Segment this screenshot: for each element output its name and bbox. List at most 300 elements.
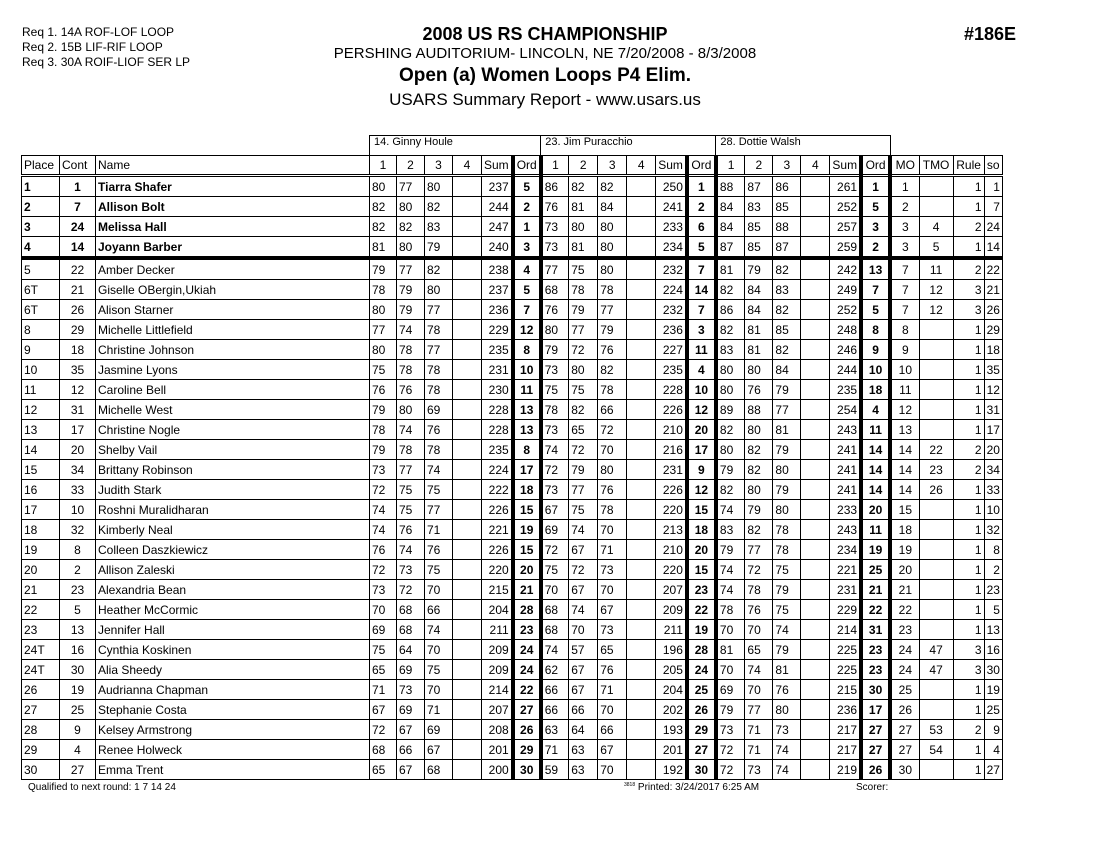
judge3-score4 [801,600,830,620]
judge3-score2: 82 [745,440,773,460]
judge2-sum: 209 [656,600,687,620]
mo-cell: 23 [890,620,919,640]
judge1-score1: 82 [370,197,397,217]
requirement-2: Req 2. 15B LIF-RIF LOOP [22,40,163,54]
so-cell: 25 [984,700,1002,720]
judge2-score2: 63 [569,740,598,760]
judge1-score3: 75 [425,660,453,680]
result-row [22,760,1003,780]
judges-row [22,136,1003,156]
tmo-cell [919,560,953,580]
judge2-score3: 66 [598,720,627,740]
col-j3-2: 2 [745,156,773,176]
so-cell: 35 [984,360,1002,380]
judge1-score1: 79 [370,258,397,280]
cont-cell: 20 [60,440,96,460]
judge3-score1: 72 [716,740,745,760]
judge3-sum: 231 [830,580,861,600]
judge3-sum: 214 [830,620,861,640]
tmo-cell: 47 [919,660,953,680]
judge3-score3: 87 [773,237,801,259]
judge3-score2: 74 [745,660,773,680]
judge3-score4 [801,380,830,400]
judge2-score3: 76 [598,340,627,360]
judge1-score4 [453,197,482,217]
so-cell: 20 [984,440,1002,460]
judge3-ordinal: 31 [861,620,890,640]
judge3-score3: 83 [773,280,801,300]
judge3-ordinal: 14 [861,440,890,460]
judge1-score4 [453,640,482,660]
tmo-cell [919,680,953,700]
judge2-score2: 66 [569,700,598,720]
judge2-score3: 67 [598,740,627,760]
judge2-score3: 76 [598,480,627,500]
tmo-cell [919,420,953,440]
result-row [22,300,1003,320]
result-row [22,360,1003,380]
judge1-score2: 67 [397,760,425,780]
judge1-score2: 77 [397,176,425,197]
judge3-score4 [801,440,830,460]
name-cell: Allison Zaleski [96,560,370,580]
judge3-score3: 81 [773,420,801,440]
judge3-score3: 82 [773,300,801,320]
rule-cell: 1 [953,620,984,640]
judge1-score4 [453,740,482,760]
judge2-score3: 84 [598,197,627,217]
judge1-score3: 77 [425,340,453,360]
judge2-score1: 68 [541,600,569,620]
so-cell: 23 [984,580,1002,600]
column-header-row [22,156,1003,176]
result-row [22,217,1003,237]
mo-cell: 30 [890,760,919,780]
judge3-sum: 215 [830,680,861,700]
judge1-sum: 235 [482,340,513,360]
judge1-score2: 68 [397,620,425,640]
judge2-score3: 82 [598,176,627,197]
judge3-ordinal: 9 [861,340,890,360]
name-cell: Audrianna Chapman [96,680,370,700]
cont-cell: 18 [60,340,96,360]
judge-3: 28. Dottie Walsh [716,136,890,156]
judge3-score3: 80 [773,460,801,480]
cont-cell: 14 [60,237,96,259]
tmo-cell: 54 [919,740,953,760]
cont-cell: 26 [60,300,96,320]
judge2-score3: 70 [598,760,627,780]
judge3-score2: 71 [745,720,773,740]
judge1-sum: 235 [482,440,513,460]
name-cell: Stephanie Costa [96,700,370,720]
judge2-score4 [627,540,656,560]
judge1-ordinal: 24 [513,660,541,680]
judge2-score2: 70 [569,620,598,640]
cont-cell: 5 [60,600,96,620]
judge3-score2: 82 [745,520,773,540]
judge1-score4 [453,380,482,400]
judge1-score2: 78 [397,360,425,380]
mo-cell: 27 [890,720,919,740]
result-row [22,480,1003,500]
judge-1: 14. Ginny Houle [370,136,541,156]
tmo-cell [919,360,953,380]
judge3-score2: 76 [745,380,773,400]
so-cell: 30 [984,660,1002,680]
judge3-sum: 249 [830,280,861,300]
judge1-score3: 79 [425,237,453,259]
venue-dates: PERSHING AUDITORIUM- LINCOLN, NE 7/20/2008 - 8/3/2008 [333,45,757,62]
judge3-score2: 79 [745,258,773,280]
col-rule: Rule [953,156,984,176]
name-cell: Jasmine Lyons [96,360,370,380]
col-j2-1: 1 [541,156,569,176]
mo-cell: 8 [890,320,919,340]
cont-cell: 35 [60,360,96,380]
judge3-ordinal: 22 [861,600,890,620]
mo-cell: 25 [890,680,919,700]
cont-cell: 4 [60,740,96,760]
rule-cell: 1 [953,197,984,217]
so-cell: 14 [984,237,1002,259]
judge2-sum: 241 [656,197,687,217]
judge3-sum: 221 [830,560,861,580]
judge2-sum: 234 [656,237,687,259]
judge2-sum: 233 [656,217,687,237]
judge2-score4 [627,760,656,780]
judge2-score4 [627,360,656,380]
judge2-score3: 80 [598,460,627,480]
cont-cell: 24 [60,217,96,237]
judge2-ordinal: 7 [687,258,716,280]
mo-cell: 7 [890,300,919,320]
judge3-score4 [801,197,830,217]
judge3-score3: 74 [773,620,801,640]
judge1-ordinal: 13 [513,400,541,420]
col-j1-2: 2 [397,156,425,176]
judge3-score4 [801,520,830,540]
so-cell: 1 [984,176,1002,197]
judge2-score2: 82 [569,176,598,197]
judge3-score1: 82 [716,420,745,440]
place-cell: 30 [22,760,60,780]
tmo-cell [919,520,953,540]
result-row [22,540,1003,560]
judge2-ordinal: 20 [687,540,716,560]
judge1-score1: 78 [370,420,397,440]
judge3-score1: 73 [716,720,745,740]
cont-cell: 30 [60,660,96,680]
name-cell: Giselle OBergin,Ukiah [96,280,370,300]
judge1-sum: 207 [482,700,513,720]
judge2-score1: 86 [541,176,569,197]
rule-cell: 1 [953,480,984,500]
judge1-score1: 79 [370,400,397,420]
place-cell: 24T [22,640,60,660]
judge3-sum: 243 [830,520,861,540]
judge1-score1: 72 [370,480,397,500]
judge1-score4 [453,360,482,380]
judge2-score2: 63 [569,760,598,780]
judge1-ordinal: 15 [513,500,541,520]
rule-cell: 1 [953,340,984,360]
judge2-score1: 62 [541,660,569,680]
judge1-sum: 237 [482,280,513,300]
judge1-score3: 78 [425,440,453,460]
rule-cell: 1 [953,500,984,520]
cont-cell: 9 [60,720,96,740]
judge3-score1: 87 [716,237,745,259]
place-cell: 14 [22,440,60,460]
so-cell: 33 [984,480,1002,500]
place-cell: 24T [22,660,60,680]
rule-cell: 2 [953,440,984,460]
result-row [22,280,1003,300]
judge3-score1: 74 [716,560,745,580]
name-cell: Shelby Vail [96,440,370,460]
judge2-score4 [627,620,656,640]
rule-cell: 3 [953,640,984,660]
tmo-cell: 4 [919,217,953,237]
judge3-score3: 78 [773,540,801,560]
event-number: #186E [964,24,1017,44]
judge1-score1: 71 [370,680,397,700]
so-cell: 4 [984,740,1002,760]
judge2-ordinal: 25 [687,680,716,700]
name-cell: Michelle Littlefield [96,320,370,340]
rule-cell: 2 [953,258,984,280]
judge1-sum: 237 [482,176,513,197]
judge2-score4 [627,217,656,237]
judge3-sum: 259 [830,237,861,259]
judge3-score2: 84 [745,280,773,300]
judge2-ordinal: 23 [687,580,716,600]
judge3-score4 [801,620,830,640]
judge1-ordinal: 26 [513,720,541,740]
judge1-ordinal: 29 [513,740,541,760]
mo-cell: 3 [890,217,919,237]
rule-cell: 3 [953,300,984,320]
judge2-score1: 73 [541,480,569,500]
place-cell: 1 [22,176,60,197]
judge2-score2: 82 [569,400,598,420]
so-cell: 17 [984,420,1002,440]
judge1-ordinal: 7 [513,300,541,320]
judge3-score4 [801,460,830,480]
col-j1-sum: Sum [482,156,513,176]
judge3-score4 [801,280,830,300]
judge2-sum: 193 [656,720,687,740]
result-row [22,320,1003,340]
judge2-score3: 80 [598,258,627,280]
judge3-score3: 79 [773,380,801,400]
name-cell: Alexandria Bean [96,580,370,600]
judge2-score2: 72 [569,440,598,460]
judge3-score4 [801,300,830,320]
judge1-sum: 226 [482,500,513,520]
judge3-ordinal: 5 [861,300,890,320]
result-row [22,500,1003,520]
judge2-score1: 66 [541,680,569,700]
judge3-score2: 85 [745,237,773,259]
rule-cell: 1 [953,700,984,720]
judge2-ordinal: 12 [687,400,716,420]
judge2-sum: 250 [656,176,687,197]
judge1-score3: 71 [425,700,453,720]
judge1-score1: 77 [370,320,397,340]
cont-cell: 2 [60,560,96,580]
judge1-ordinal: 22 [513,680,541,700]
col-j2-4: 4 [627,156,656,176]
name-cell: Jennifer Hall [96,620,370,640]
judge1-score1: 69 [370,620,397,640]
tmo-cell [919,700,953,720]
judge2-score3: 70 [598,700,627,720]
tmo-cell: 26 [919,480,953,500]
judge3-score4 [801,420,830,440]
judge3-score3: 79 [773,580,801,600]
col-j2-3: 3 [598,156,627,176]
judge2-score4 [627,400,656,420]
printed-timestamp: Printed: 3/24/2017 6:25 AM [637,782,760,793]
mo-cell: 14 [890,440,919,460]
judge2-score1: 70 [541,580,569,600]
judge2-score2: 81 [569,197,598,217]
judge2-score2: 74 [569,520,598,540]
judge3-score4 [801,237,830,259]
judge1-ordinal: 23 [513,620,541,640]
rule-cell: 2 [953,720,984,740]
judge2-score4 [627,300,656,320]
judge2-ordinal: 29 [687,720,716,740]
judge3-score2: 79 [745,500,773,520]
rule-cell: 1 [953,400,984,420]
judge1-score3: 75 [425,560,453,580]
name-cell: Roshni Muralidharan [96,500,370,520]
judge2-sum: 204 [656,680,687,700]
so-cell: 31 [984,400,1002,420]
judge2-score3: 71 [598,680,627,700]
judge2-score4 [627,280,656,300]
judge1-ordinal: 3 [513,237,541,259]
judge2-score3: 82 [598,360,627,380]
judge3-ordinal: 2 [861,237,890,259]
judge3-score1: 84 [716,217,745,237]
judge2-score1: 75 [541,380,569,400]
judge3-sum: 225 [830,660,861,680]
judge1-ordinal: 30 [513,760,541,780]
judge1-score1: 80 [370,300,397,320]
judge2-sum: 210 [656,420,687,440]
judge2-sum: 220 [656,500,687,520]
mo-cell: 18 [890,520,919,540]
place-cell: 8 [22,320,60,340]
judge1-score2: 69 [397,700,425,720]
judge2-score3: 78 [598,380,627,400]
result-row [22,660,1003,680]
judge3-score1: 72 [716,760,745,780]
judge1-score2: 72 [397,580,425,600]
judge1-score1: 73 [370,580,397,600]
cont-cell: 27 [60,760,96,780]
judge1-score3: 77 [425,300,453,320]
so-cell: 12 [984,380,1002,400]
judge2-ordinal: 22 [687,600,716,620]
judge1-score3: 70 [425,680,453,700]
judge2-sum: 202 [656,700,687,720]
judge1-sum: 236 [482,300,513,320]
judge2-score4 [627,580,656,600]
judge2-score2: 79 [569,300,598,320]
mo-cell: 9 [890,340,919,360]
cont-cell: 17 [60,420,96,440]
judge2-score1: 75 [541,560,569,580]
judge3-sum: 254 [830,400,861,420]
judge2-sum: 226 [656,400,687,420]
judge1-score1: 80 [370,340,397,360]
print-code: 3818 [624,782,636,788]
judge2-score3: 78 [598,500,627,520]
place-cell: 18 [22,520,60,540]
judge1-score2: 80 [397,400,425,420]
judge1-sum: 208 [482,720,513,740]
mo-cell: 14 [890,460,919,480]
rule-cell: 1 [953,580,984,600]
judge1-score4 [453,280,482,300]
judge1-sum: 201 [482,740,513,760]
judge3-score4 [801,217,830,237]
judge1-score4 [453,460,482,480]
judge1-score4 [453,700,482,720]
result-row [22,720,1003,740]
mo-cell: 26 [890,700,919,720]
report-title: USARS Summary Report - www.usars.us [389,90,701,109]
judge1-score3: 74 [425,620,453,640]
mo-cell: 13 [890,420,919,440]
name-cell: Colleen Daszkiewicz [96,540,370,560]
col-j1-4: 4 [453,156,482,176]
judge3-score4 [801,720,830,740]
judge2-score3: 70 [598,580,627,600]
judge1-score4 [453,620,482,640]
judge3-score1: 84 [716,197,745,217]
judge3-sum: 242 [830,258,861,280]
tmo-cell [919,500,953,520]
rule-cell: 1 [953,360,984,380]
judge1-score1: 80 [370,176,397,197]
judge2-score2: 74 [569,600,598,620]
judge2-sum: 196 [656,640,687,660]
place-cell: 21 [22,580,60,600]
name-cell: Renee Holweck [96,740,370,760]
so-cell: 5 [984,600,1002,620]
name-cell: Kimberly Neal [96,520,370,540]
name-cell: Alison Starner [96,300,370,320]
judge1-score3: 80 [425,176,453,197]
rule-cell: 3 [953,280,984,300]
judge1-score4 [453,300,482,320]
judge2-score4 [627,500,656,520]
judge3-score3: 85 [773,320,801,340]
judge3-score4 [801,500,830,520]
rule-cell: 1 [953,380,984,400]
judge2-ordinal: 5 [687,237,716,259]
judge3-score2: 80 [745,480,773,500]
judge1-score1: 82 [370,217,397,237]
tmo-cell: 47 [919,640,953,660]
judge1-score4 [453,340,482,360]
